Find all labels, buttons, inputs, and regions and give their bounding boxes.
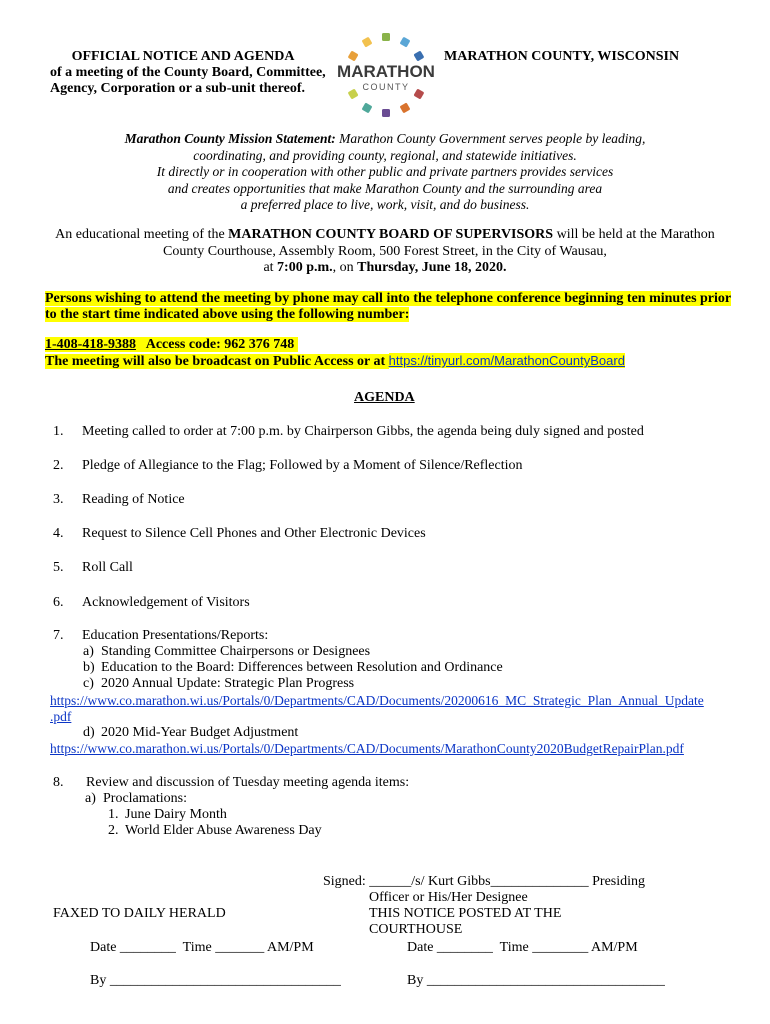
logo-graphic: [338, 30, 434, 120]
agenda-item-2: [53, 458, 523, 474]
logo-tile: [400, 102, 411, 113]
posted-label: THIS NOTICE POSTED AT THE: [369, 906, 562, 921]
item-text: Pledge of Allegiance to the Flag; Followed by a Moment of Silence/Reflection: [82, 458, 523, 473]
budget-repair-link[interactable]: https://www.co.marathon.wi.us/Portals/0/Departments/CAD/Documents/MarathonCounty2020BudgetRepairPlan.pdf: [50, 741, 684, 756]
logo-word: MARATHON: [338, 62, 434, 81]
phone-attendance-note: [45, 291, 735, 322]
logo-tile: [362, 102, 373, 113]
subitem-letter: b): [83, 660, 95, 675]
mission-line3: It directly or in cooperation with other public and private partners provides services: [156, 164, 614, 179]
agenda-item-5: [53, 560, 133, 576]
logo-tile: [348, 51, 359, 62]
fax-date-time-field[interactable]: Date ________ Time _______ AM/PM: [90, 940, 314, 955]
mission-line4: and creates opportunities that make Marathon County and the surrounding area: [167, 180, 603, 196]
item-text: Request to Silence Cell Phones and Other Electronic Devices: [82, 526, 426, 541]
notice-subtitle-line2: Agency, Corporation or a sub-unit thereof.: [50, 81, 305, 96]
subitem-7b: [83, 660, 503, 676]
item-number: 8.: [53, 775, 64, 790]
agenda-item-7: [53, 628, 268, 644]
posted-location: COURTHOUSE: [369, 922, 463, 937]
item-number: 7.: [53, 628, 64, 643]
subitem-text: 2020 Mid-Year Budget Adjustment: [101, 725, 299, 740]
phone-number: 1-408-418-9388: [45, 337, 136, 352]
subitem-text: Proclamations:: [103, 791, 187, 806]
officer-designee: Officer or His/Her Designee: [369, 890, 528, 905]
subitem-7c: [83, 676, 354, 692]
item-number: 3.: [53, 492, 64, 507]
intro-location: County Courthouse, Assembly Room, 500 Forest Street, in the City of Wausau,: [163, 243, 607, 259]
phone-note-line2: to the start time indicated above using the following number:: [45, 306, 410, 322]
logo-tile: [382, 33, 390, 41]
item-text: Roll Call: [82, 560, 133, 575]
subitem-text: 2020 Annual Update: Strategic Plan Progress: [101, 676, 355, 691]
notice-title: OFFICIAL NOTICE AND AGENDA: [71, 49, 295, 64]
subitem-letter: a): [83, 644, 94, 659]
access-code: Access code: 962 376 748: [136, 337, 298, 352]
subitem-letter: c): [83, 676, 94, 691]
agenda-item-8: [53, 775, 409, 791]
logo-tile: [382, 109, 390, 117]
presiding-label: Presiding: [588, 874, 646, 889]
item-number: 2.: [53, 458, 64, 473]
item-text: Reading of Notice: [82, 492, 185, 507]
faxed-label: FAXED TO DAILY HERALD: [53, 906, 226, 921]
item-number: 4.: [53, 526, 64, 541]
logo-tile: [413, 51, 424, 62]
agenda-item-4: [53, 526, 426, 542]
mission-line2: coordinating, and providing county, regional, and statewide initiatives.: [193, 147, 577, 163]
proclamation-number: 2.: [108, 823, 119, 838]
intro-on: , on: [332, 260, 358, 275]
proclamation-number: 1.: [108, 807, 119, 822]
intro-post: will be held at the Marathon: [553, 227, 715, 242]
notice-subtitle-line1: of a meeting of the County Board, Committee,: [50, 65, 326, 80]
subitem-7d: [83, 725, 298, 741]
strategic-plan-link-end[interactable]: .pdf: [50, 709, 72, 724]
logo-tile: [362, 37, 373, 48]
item-number: 5.: [53, 560, 64, 575]
subitem-text: Standing Committee Chairpersons or Designees: [101, 644, 371, 659]
subitem-text: Education to the Board: Differences between Resolution and Ordinance: [101, 660, 503, 675]
proclamation-text: June Dairy Month: [125, 807, 227, 822]
agenda-item-1: [53, 424, 644, 440]
signer-name: ______/s/ Kurt Gibbs______________: [369, 874, 589, 889]
post-by-field[interactable]: By __________________________________: [407, 973, 665, 988]
logo-tile: [348, 89, 359, 100]
broadcast-link[interactable]: https://tinyurl.com/MarathonCountyBoard: [388, 353, 625, 368]
intro-pre: An educational meeting of the: [55, 227, 229, 242]
item-text: Education Presentations/Reports:: [82, 628, 269, 643]
subitem-letter: a): [85, 791, 96, 806]
subitem-8a: [85, 791, 187, 807]
proclamation-text: World Elder Abuse Awareness Day: [125, 823, 322, 838]
dial-in-info: [45, 337, 298, 353]
item-number: 6.: [53, 595, 64, 610]
county-name: MARATHON COUNTY, WISCONSIN: [444, 49, 680, 64]
board-name: MARATHON COUNTY BOARD OF SUPERVISORS: [228, 227, 554, 242]
agenda-title: AGENDA: [354, 390, 415, 405]
logo-sub: COUNTY: [362, 82, 410, 92]
mission-label: Marathon County Mission Statement:: [124, 131, 336, 146]
strategic-plan-link[interactable]: https://www.co.marathon.wi.us/Portals/0/Departments/CAD/Documents/20200616_MC_Strategic_Plan_Annual_Update: [50, 693, 704, 708]
signed-label: Signed:: [323, 874, 370, 889]
item-text: Acknowledgement of Visitors: [82, 595, 250, 610]
meeting-date: Thursday, June 18, 2020.: [357, 260, 507, 275]
item-text: Meeting called to order at 7:00 p.m. by Chairperson Gibbs, the agenda being duly signed and posted: [82, 424, 644, 439]
mission-line5: a preferred place to live, work, visit, and do business.: [240, 197, 530, 212]
proclamation-1: [108, 807, 227, 823]
broadcast-text: The meeting will also be broadcast on Public Access or at: [45, 354, 389, 369]
meeting-intro: [48, 227, 722, 277]
post-date-time-field[interactable]: Date ________ Time ________ AM/PM: [407, 940, 638, 955]
signed-line: [323, 874, 645, 890]
mission-statement: [90, 131, 680, 214]
mission-line1: Marathon County Government serves people by leading,: [335, 131, 646, 146]
subitem-7a: [83, 644, 370, 660]
notice-heading: [50, 49, 350, 97]
item-text: Review and discussion of Tuesday meeting agenda items:: [86, 775, 410, 790]
logo-tile: [413, 89, 424, 100]
subitem-letter: d): [83, 725, 95, 740]
intro-at: at: [263, 260, 278, 275]
meeting-time: 7:00 p.m.: [277, 260, 333, 275]
marathon-county-logo: [338, 30, 434, 120]
agenda-item-3: [53, 492, 185, 508]
proclamation-2: [108, 823, 322, 839]
fax-by-field[interactable]: By _________________________________: [90, 973, 341, 988]
broadcast-info: [45, 353, 625, 370]
item-number: 1.: [53, 424, 64, 439]
phone-note-line1: Persons wishing to attend the meeting by phone may call into the telephone conference beginning ten minutes prior: [45, 291, 732, 306]
agenda-item-6: [53, 595, 250, 611]
logo-tile: [400, 37, 411, 48]
